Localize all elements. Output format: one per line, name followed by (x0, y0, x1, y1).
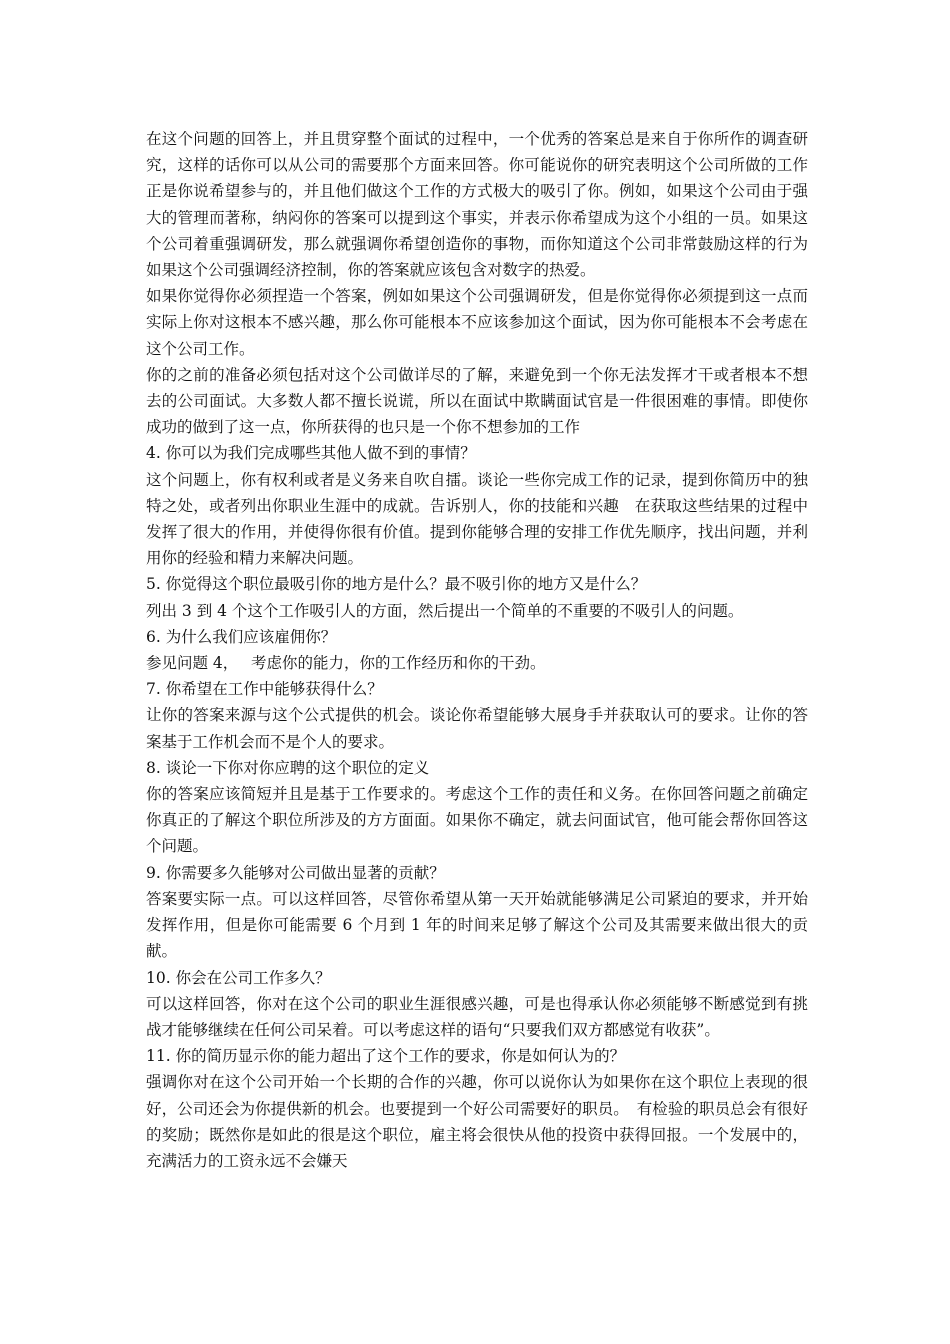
answer-10: 可以这样回答，你对在这个公司的职业生涯很感兴趣，可是也得承认你必须能够不断感觉到有挑战才能够继续在任何公司呆着。可以考虑这样的语句“只要我们双方都感觉有收获”。 (146, 994, 808, 1039)
document-page (146, 126, 808, 1174)
answer-8: 你的答案应该简短并且是基于工作要求的。考虑这个工作的责任和义务。在你回答问题之前确定你真正的了解这个职位所涉及的方方面面。如果你不确定，就去问面试官，他可能会帮你回答这个问题。 (146, 785, 808, 856)
answer-11: 强调你对在这个公司开始一个长期的合作的兴趣，你可以说你认为如果你在这个职位上表现的很好，公司还会为你提供新的机会。也要提到一个好公司需要好的职员。 有检验的职员总会有很好的奖励；既然你是如此的很是这个职位，雇主将会很快从他的投资中获得回报。一个发展中的，充满活力的工资永远不会嫌天 (146, 1073, 808, 1170)
answer-4: 这个问题上，你有权利或者是义务来自吹自擂。谈论一些你完成工作的记录，提到你简历中的独特之处，或者列出你职业生涯中的成就。告诉别人，你的技能和兴趣 在获取这些结果的过程中发挥了很大的作用，并使得你很有价值。提到你能够合理的安排工作优先顺序，找出问题，并利用你的经验和精力来解决问题。 (146, 470, 808, 568)
answer-9: 答案要实际一点。可以这样回答，尽管你希望从第一天开始就能够满足公司紧迫的要求，并开始发挥作用，但是你可能需要 6 个月到 1 年的时间来足够了解这个公司及其需要来做出很大的贡献。 (146, 889, 808, 961)
paragraph-preparation: 你的之前的准备必须包括对这个公司做详尽的了解，来避免到一个你无法发挥才干或者根本不想去的公司面试。大多数人都不擅长说谎，所以在面试中欺瞒面试官是一件很困难的事情。即使你成功的做到了这一点，你所获得的也只是一个你不想参加的工作 (146, 365, 808, 437)
paragraph-intro: 在这个问题的回答上，并且贯穿整个面试的过程中，一个优秀的答案总是来自于你所作的调查研究，这样的话你可以从公司的需要那个方面来回答。你可能说你的研究表明这个公司所做的工作正是你说希望参与的，并且他们做这个工作的方式极大的吸引了你。例如，如果这个公司由于强大的管理而著称，纳闷你的答案可以提到这个事实，并表示你希望成为这个小组的一员。如果这个公司着重强调研发，那么就强调你希望创造你的事物，而你知道这个公司非常鼓励这样的行为如果这个公司强调经济控制，你的答案就应该包含对数字的热爱。 (146, 130, 808, 280)
question-9-heading: 9. 你需要多久能够对公司做出显著的贡献？ (146, 863, 445, 882)
question-11-heading: 11. 你的简历显示你的能力超出了这个工作的要求，你是如何认为的？ (146, 1047, 626, 1066)
answer-7: 让你的答案来源与这个公式提供的机会。谈论你希望能够大展身手并获取认可的要求。让你的答案基于工作机会而不是个人的要求。 (146, 706, 808, 751)
answer-6: 参见问题 4， 考虑你的能力，你的工作经历和你的干劲。 (146, 654, 546, 673)
question-4-heading: 4. 你可以为我们完成哪些其他人做不到的事情？ (146, 444, 476, 463)
question-6-heading: 6. 为什么我们应该雇佣你？ (146, 627, 337, 646)
question-10-heading: 10. 你会在公司工作多久？ (146, 968, 331, 987)
paragraph-fabricate: 如果你觉得你必须捏造一个答案，例如如果这个公司强调研发，但是你觉得你必须提到这一点而实际上你对这根本不感兴趣，那么你可能根本不应该参加这个面试，因为你可能根本不会考虑在这个公司工作。 (146, 287, 808, 358)
answer-5: 列出 3 到 4 个这个工作吸引人的方面，然后提出一个简单的不重要的不吸引人的问题。 (146, 601, 744, 620)
question-7-heading: 7. 你希望在工作中能够获得什么？ (146, 680, 383, 699)
question-5-heading: 5. 你觉得这个职位最吸引你的地方是什么？最不吸引你的地方又是什么？ (146, 575, 647, 594)
question-8-heading: 8. 谈论一下你对你应聘的这个职位的定义 (146, 758, 430, 777)
